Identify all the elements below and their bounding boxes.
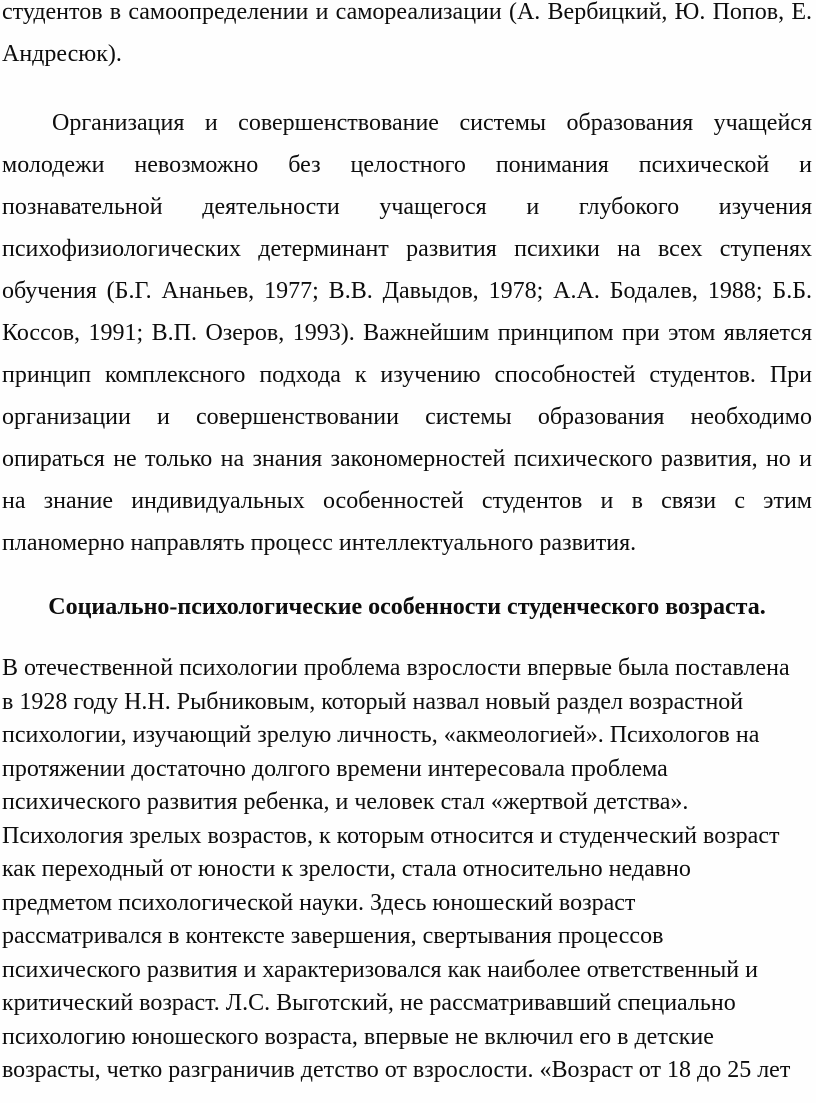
- text-line: Организация и совершенствование системы образования учащейся: [52, 110, 812, 136]
- paragraph-adulthood: [2, 652, 812, 1088]
- text-line: психического развития и характеризовался как наиболее ответственный и: [2, 956, 758, 983]
- text-line: организации и совершенствовании системы образования необходимо: [2, 404, 812, 430]
- text-line: психофизиологических детерминант развития психики на всех ступенях: [2, 236, 812, 262]
- text-line: студентов в самоопределении и самореализации (А. Вербицкий, Ю. Попов, Е.: [2, 0, 812, 25]
- paragraph-organization: [2, 102, 812, 564]
- text-line: молодежи невозможно без целостного понимания психической и: [2, 152, 812, 178]
- text-line: Андресюк).: [2, 41, 122, 67]
- text-line: психологии, изучающий зрелую личность, «акмеологией». Психологов на: [2, 722, 760, 748]
- text-line: обучения (Б.Г. Ананьев, 1977; В.В. Давыдов, 1978; А.А. Бодалев, 1988; Б.Б.: [2, 278, 812, 304]
- text-line: на знание индивидуальных особенностей студентов и в связи с этим: [2, 488, 812, 514]
- text-line: как переходный от юности к зрелости, стала относительно недавно: [2, 856, 691, 882]
- document-content: [2, 0, 812, 1088]
- text-line: В отечественной психологии проблема взрослости впервые была поставлена: [2, 655, 790, 681]
- text-line: в 1928 году Н.Н. Рыбниковым, который назвал новый раздел возрастной: [2, 688, 744, 715]
- text-line: предметом психологической науки. Здесь юношеский возраст: [2, 889, 636, 916]
- text-line: критический возраст. Л.С. Выготский, не рассматривавший специально: [2, 990, 736, 1016]
- text-line: познавательной деятельности учащегося и глубокого изучения: [2, 194, 812, 220]
- text-line: психологию юношеского возраста, впервые не включил его в детские: [2, 1023, 714, 1050]
- section-heading: Социально-психологические особенности студенческого возраста.: [48, 594, 766, 620]
- text-line: Коссов, 1991; В.П. Озеров, 1993). Важнейшим принципом при этом является: [2, 320, 812, 346]
- text-line: психического развития ребенка, и человек стал «жертвой детства».: [2, 789, 689, 815]
- text-line: рассматривался в контексте завершения, свертывания процессов: [2, 923, 664, 949]
- text-line: планомерно направлять процесс интеллектуального развития.: [2, 530, 637, 556]
- text-line: Психология зрелых возрастов, к которым относится и студенческий возраст: [2, 822, 780, 849]
- text-line: возрасты, четко разграничив детство от взрослости. «Возраст от 18 до 25 лет: [2, 1057, 791, 1083]
- text-line: протяжении достаточно долгого времени интересовала проблема: [2, 755, 668, 782]
- text-line: принцип комплексного подхода к изучению способностей студентов. При: [2, 362, 812, 388]
- text-line: опираться не только на знания закономерностей психического развития, но и: [2, 446, 812, 472]
- paragraph-continuation: [2, 0, 812, 75]
